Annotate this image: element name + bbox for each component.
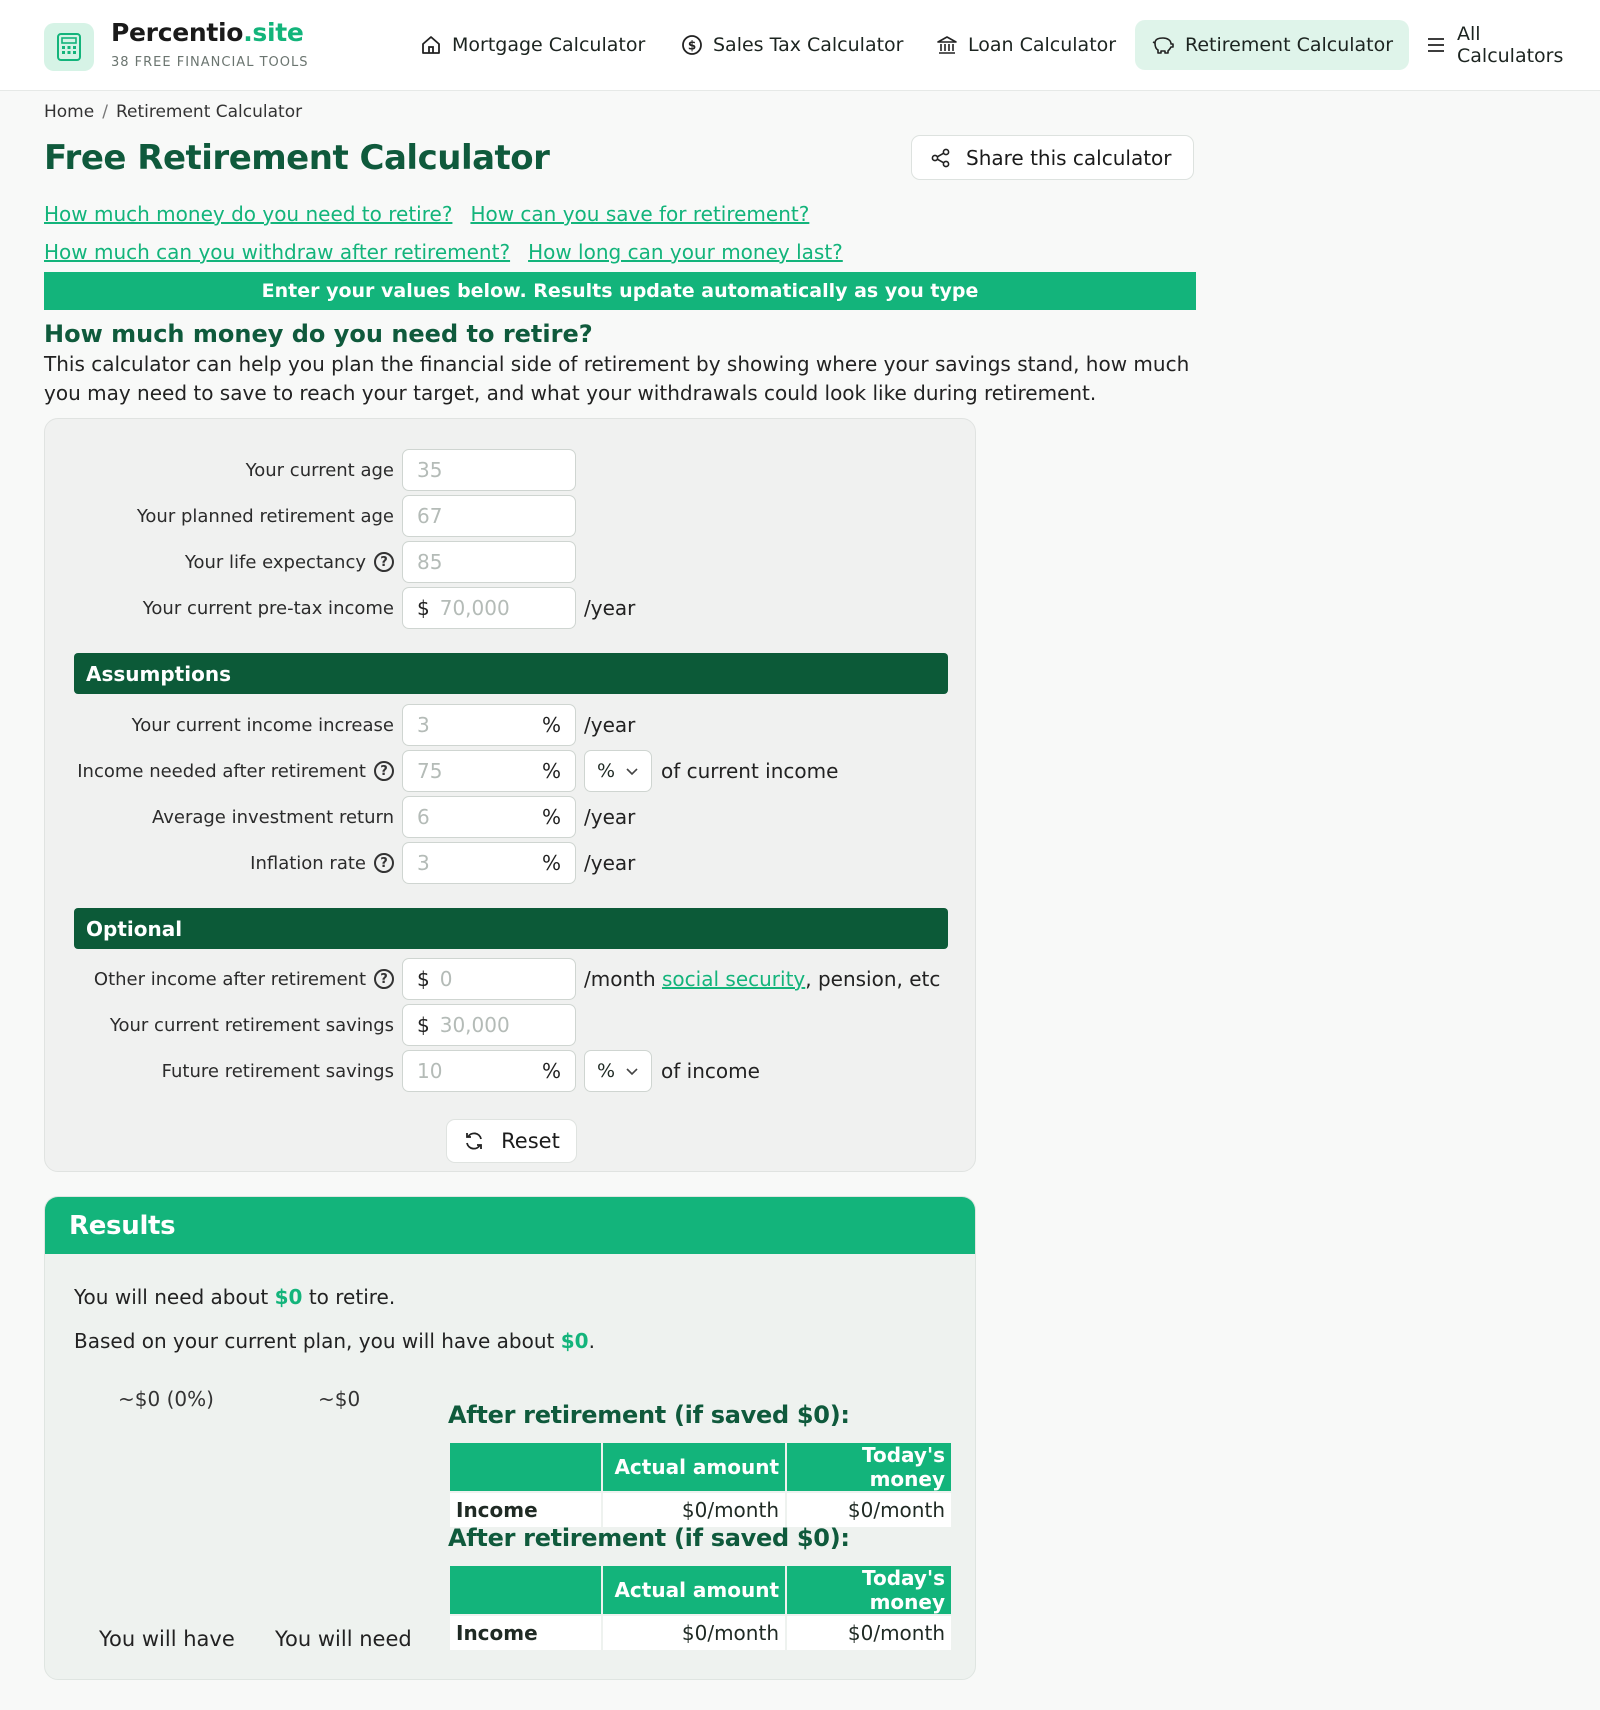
help-icon[interactable]: ?: [374, 969, 394, 989]
reset-button[interactable]: [446, 1119, 577, 1163]
nav-sales-tax-calculator[interactable]: [665, 20, 919, 70]
current-savings-label: Your current retirement savings: [109, 1014, 394, 1036]
income-increase-field[interactable]: [402, 704, 576, 746]
percent-suffix: %: [541, 805, 561, 829]
bar-need-label: You will need: [275, 1627, 412, 1651]
retirement-age-field[interactable]: [402, 495, 576, 537]
help-icon[interactable]: ?: [374, 761, 394, 781]
future-savings-label: Future retirement savings: [161, 1060, 394, 1082]
bar-have-value: ~$0 (0%): [118, 1387, 214, 1411]
row-label: Income: [449, 1492, 602, 1528]
pretax-income-input[interactable]: [440, 596, 561, 620]
calculator-form: [44, 418, 976, 1172]
piggy-bank-icon: [1151, 34, 1175, 56]
result-need-text: You will need about $0 to retire.: [74, 1285, 396, 1309]
table-header-actual: Actual amount: [602, 1565, 786, 1615]
breadcrumb-current: Retirement Calculator: [115, 102, 303, 122]
row-label: Income: [449, 1615, 602, 1651]
link-how-to-save[interactable]: How can you save for retirement?: [470, 202, 810, 226]
row-income-increase: [45, 704, 977, 746]
assumptions-header: Assumptions: [74, 653, 948, 694]
quick-links-row-2: [44, 240, 861, 264]
currency-symbol: $: [417, 1013, 430, 1037]
income-needed-field[interactable]: [402, 750, 576, 792]
social-security-link[interactable]: social security: [662, 967, 806, 991]
row-inflation-rate: [45, 842, 977, 884]
menu-icon: [1425, 34, 1447, 56]
future-savings-field[interactable]: [402, 1050, 576, 1092]
optional-header: Optional: [74, 908, 948, 949]
bar-need-value: ~$0: [318, 1387, 361, 1411]
cell-actual: $0/month: [602, 1492, 786, 1528]
percent-suffix: %: [541, 1059, 561, 1083]
other-income-input[interactable]: [440, 967, 561, 991]
section-intro: This calculator can help you plan the financial side of retirement by showing where your savings stand, how much you may need to save to reach your target, and what your withdrawals could look like during retirement.: [44, 352, 1190, 405]
pretax-income-field[interactable]: [402, 587, 576, 629]
retirement-age-label: Your planned retirement age: [136, 505, 394, 527]
current-age-label: Your current age: [245, 459, 394, 481]
table-header-today: Today's money: [786, 1442, 952, 1492]
row-current-savings: [45, 1004, 977, 1046]
percent-suffix: %: [541, 759, 561, 783]
site-header: [0, 0, 1600, 91]
row-life-expectancy: [45, 541, 977, 583]
chevron-down-icon: [625, 766, 639, 776]
result-have-value: $0: [560, 1329, 589, 1353]
inflation-input[interactable]: [417, 851, 536, 875]
chevron-down-icon: [625, 1066, 639, 1076]
retirement-income-table-1: [448, 1441, 953, 1529]
current-savings-field[interactable]: [402, 1004, 576, 1046]
dollar-circle-icon: [681, 34, 703, 56]
brand-tagline: 38 FREE FINANCIAL TOOLS: [111, 55, 309, 70]
section-heading: How much money do you need to retire?: [44, 320, 593, 348]
breadcrumb-home-link[interactable]: Home: [44, 102, 95, 122]
currency-symbol: $: [417, 596, 430, 620]
svg-text:$: $: [687, 38, 697, 53]
brand-name: Percentio.site: [111, 18, 304, 47]
investment-return-unit: /year: [584, 805, 636, 829]
nav-label: All Calculators: [1457, 23, 1564, 67]
income-needed-label: Income needed after retirement ?: [77, 750, 394, 792]
nav-label: Loan Calculator: [968, 34, 1117, 56]
cell-today: $0/month: [786, 1492, 952, 1528]
percent-suffix: %: [541, 713, 561, 737]
calculator-logo-icon[interactable]: [44, 23, 94, 71]
share-button[interactable]: [911, 135, 1194, 180]
home-icon: [420, 34, 442, 56]
inflation-unit: /year: [584, 851, 636, 875]
retirement-income-table-2: [448, 1564, 953, 1652]
other-income-field[interactable]: [402, 958, 576, 1000]
percent-suffix: %: [541, 851, 561, 875]
inflation-label: Inflation rate ?: [250, 842, 394, 884]
income-needed-unit-select[interactable]: %: [584, 750, 652, 792]
link-how-much-withdraw[interactable]: How much can you withdraw after retirement?: [44, 240, 511, 264]
nav-label: Mortgage Calculator: [452, 34, 646, 56]
table-row: [449, 1615, 952, 1651]
nav-loan-calculator[interactable]: [920, 20, 1132, 70]
help-icon[interactable]: ?: [374, 853, 394, 873]
table-header-row: [449, 1565, 952, 1615]
brand[interactable]: [111, 18, 308, 70]
breadcrumb: [44, 102, 302, 122]
retirement-age-input[interactable]: [417, 504, 561, 528]
table-header-actual: Actual amount: [602, 1442, 786, 1492]
current-age-input[interactable]: [417, 458, 561, 482]
share-label: Share this calculator: [966, 145, 1172, 170]
row-pretax-income: [45, 587, 977, 629]
nav-label: Sales Tax Calculator: [713, 34, 904, 56]
cell-today: $0/month: [786, 1615, 952, 1651]
table-header-empty: [449, 1565, 602, 1615]
income-increase-input[interactable]: [417, 713, 536, 737]
future-savings-unit: of income: [661, 1059, 760, 1083]
page-title: Free Retirement Calculator: [44, 138, 550, 178]
bar-have-label: You will have: [99, 1627, 235, 1651]
share-icon: [930, 147, 952, 169]
other-income-unit: /month social security , pension, etc: [584, 967, 941, 991]
current-age-field[interactable]: [402, 449, 576, 491]
investment-return-input[interactable]: [417, 805, 536, 829]
life-expectancy-label: Your life expectancy ?: [185, 541, 394, 583]
reset-label: Reset: [501, 1129, 560, 1153]
row-retirement-age: [45, 495, 977, 537]
currency-symbol: $: [417, 967, 430, 991]
row-investment-return: [45, 796, 977, 838]
info-banner: Enter your values below. Results update automatically as you type: [44, 272, 1196, 310]
results-panel: [44, 1196, 976, 1680]
table-title-1: After retirement (if saved $0):: [448, 1401, 850, 1429]
row-other-income: [45, 958, 977, 1000]
row-future-savings: [45, 1050, 977, 1092]
pretax-income-label: Your current pre-tax income: [142, 597, 394, 619]
table-header-today: Today's money: [786, 1565, 952, 1615]
income-increase-unit: /year: [584, 713, 636, 737]
nav-retirement-calculator[interactable]: [1135, 20, 1409, 70]
refresh-icon: [463, 1130, 485, 1152]
future-savings-input[interactable]: [417, 1059, 536, 1083]
other-income-label: Other income after retirement ?: [94, 958, 394, 1000]
pretax-income-unit: /year: [584, 596, 636, 620]
life-expectancy-input[interactable]: [417, 550, 561, 574]
table-row: [449, 1492, 952, 1528]
link-how-long-money-last[interactable]: How long can your money last?: [528, 240, 843, 264]
cell-actual: $0/month: [602, 1615, 786, 1651]
table-title-2: After retirement (if saved $0):: [448, 1524, 850, 1552]
investment-return-label: Average investment return: [151, 806, 394, 828]
income-needed-input[interactable]: [417, 759, 536, 783]
table-header-empty: [449, 1442, 602, 1492]
table-header-row: [449, 1442, 952, 1492]
results-title: Results: [45, 1197, 975, 1254]
future-savings-unit-select[interactable]: %: [584, 1050, 652, 1092]
row-income-needed: [45, 750, 977, 792]
nav-all-calculators[interactable]: [1409, 20, 1600, 70]
link-how-much-to-retire[interactable]: How much money do you need to retire?: [44, 202, 453, 226]
nav-mortgage-calculator[interactable]: [404, 20, 661, 70]
result-need-value: $0: [274, 1285, 303, 1309]
life-expectancy-field[interactable]: [402, 541, 576, 583]
breadcrumb-separator: /: [102, 102, 108, 122]
result-have-text: Based on your current plan, you will have about $0.: [74, 1329, 595, 1353]
bank-icon: [936, 34, 958, 56]
quick-links-row-1: [44, 202, 827, 226]
income-increase-label: Your current income increase: [131, 714, 394, 736]
investment-return-field[interactable]: [402, 796, 576, 838]
inflation-field[interactable]: [402, 842, 576, 884]
row-current-age: [45, 449, 977, 491]
help-icon[interactable]: ?: [374, 552, 394, 572]
income-needed-unit: of current income: [661, 759, 839, 783]
nav-label: Retirement Calculator: [1185, 34, 1394, 56]
current-savings-input[interactable]: [440, 1013, 561, 1037]
